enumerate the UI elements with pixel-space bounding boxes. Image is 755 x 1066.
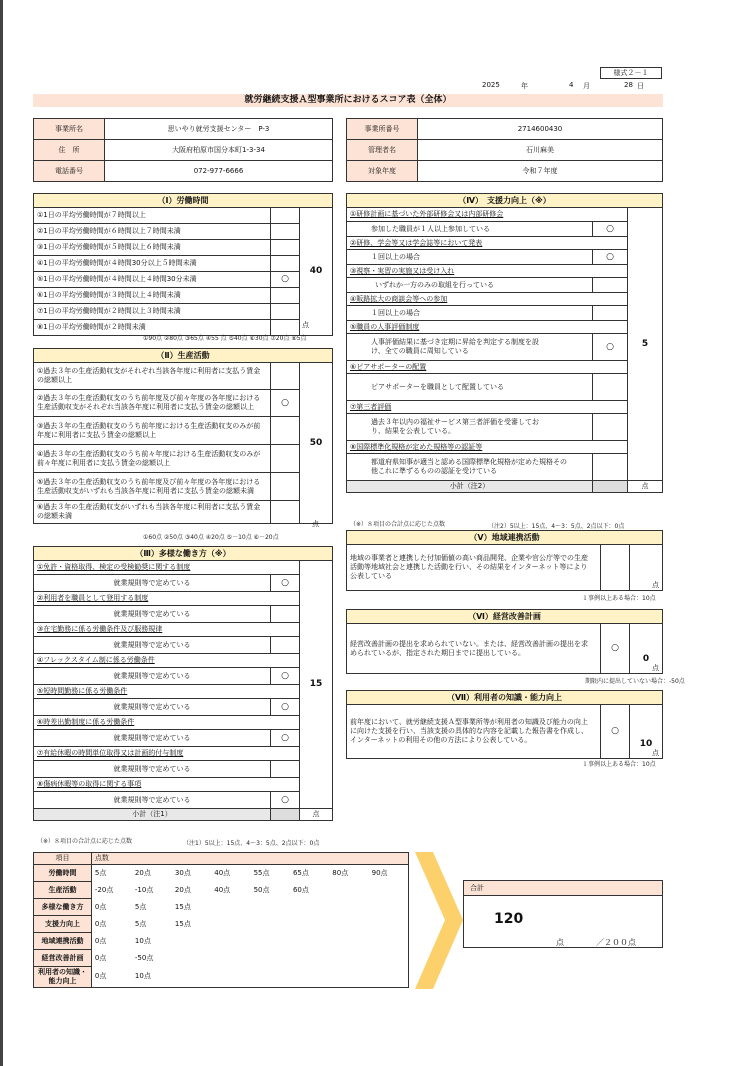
- office-no: 2714600430: [418, 119, 663, 140]
- support-item-6-head: ⑥ピアサポーターの配置: [347, 361, 628, 374]
- points-cell: 0点: [91, 916, 132, 933]
- production-score: 50: [309, 437, 323, 448]
- section-labor-hours-title: （Ⅰ）労働時間: [34, 194, 333, 208]
- points-row-label: 支援力向上: [34, 916, 92, 933]
- total-label: 合計: [464, 881, 662, 896]
- points-cell: 90点: [369, 865, 409, 882]
- total-unit: 点: [556, 938, 564, 947]
- support-item-5-head: ⑤職員の人事評価制度: [347, 321, 628, 334]
- work-item-6-head: ⑥時差出勤制度に係る労働条件: [34, 716, 300, 730]
- support-item-4-sub: １回以上の場合: [347, 306, 593, 321]
- work-item-7-head: ⑦有給休暇の時間単位取得又は計画的付与制度: [34, 747, 300, 761]
- support-item-2-head: ②研修、学会等又は学会誌等において発表: [347, 237, 628, 250]
- production-unit: 点: [312, 520, 319, 528]
- points-cell: 40点: [214, 885, 231, 894]
- points-cell: 60点: [292, 885, 309, 894]
- points-row-label: 生産活動: [34, 882, 92, 899]
- points-row: [34, 933, 409, 950]
- points-cell: 5点: [134, 902, 147, 911]
- section-work-styles: [33, 546, 333, 821]
- points-cell: [251, 933, 290, 950]
- points-cell: [329, 899, 368, 916]
- points-cell: 0点: [91, 967, 132, 988]
- work-item-5-mark: ○: [271, 699, 300, 716]
- points-cell: [290, 950, 329, 967]
- date-year-unit: 年: [521, 82, 528, 90]
- phone: 072-977-6666: [105, 161, 333, 182]
- points-cell: [329, 882, 368, 899]
- management-mark: ○: [601, 624, 630, 674]
- window-left-edge: [0, 0, 3, 1066]
- work-styles-score: 15: [309, 679, 323, 689]
- page-title: 就労継続支援Ａ型事業所におけるスコア表（全体）: [33, 94, 663, 107]
- production-row-3: ③過去３年の生産活動収支のうち前年度における生産活動収支のみが前年度に利用者に支払う賃金の総額以上: [34, 417, 271, 445]
- points-row-label: 利用者の知識・能力向上: [34, 967, 92, 988]
- points-cell: 5点: [91, 865, 132, 882]
- points-cell: [251, 916, 290, 933]
- production-row-2-mark: ○: [271, 390, 300, 417]
- office-no-label: 事業所番号: [347, 119, 418, 140]
- support-item-7-head: ⑦第三者評価: [347, 401, 628, 414]
- work-item-6-sub: 就業規則等で定めている: [34, 730, 271, 747]
- work-item-3-mark: [271, 637, 300, 654]
- points-cell: 40点: [214, 868, 231, 877]
- points-cell: [329, 916, 368, 933]
- support-item-1-head: ①研修計画に基づいた外部研修会又は内部研修会: [347, 208, 628, 222]
- section-labor-hours: [33, 193, 333, 336]
- support-item-5-mark: ○: [593, 334, 628, 361]
- points-header-score: 点数: [91, 853, 408, 865]
- date-year: 2025: [482, 81, 500, 89]
- points-cell: 0点: [91, 933, 132, 950]
- support-item-3-sub: いずれか一方のみの取組を行っている: [347, 278, 593, 293]
- support-item-6-sub: ピアサポーターを職員として配置している: [347, 374, 593, 401]
- points-cell: 10点: [134, 936, 151, 945]
- work-styles-note-b: （注1）5以上：15点、4～3：5点、2点以下：0点: [183, 840, 320, 847]
- points-cell: [329, 950, 368, 967]
- points-cell: 0点: [91, 899, 132, 916]
- points-row-label: 労働時間: [34, 865, 92, 882]
- points-cell: [369, 899, 409, 916]
- section-community-title: （Ⅴ）地域連携活動: [347, 531, 663, 545]
- production-row-1: ①過去３年の生産活動収支がそれぞれ当該各年度に利用者に支払う賃金の総額以上: [34, 363, 271, 390]
- support-score: 5: [641, 338, 649, 349]
- points-cell: [290, 967, 329, 988]
- community-mark: [601, 545, 630, 591]
- points-cell: [251, 967, 290, 988]
- office-name-label: 事業所名: [34, 119, 105, 140]
- production-row-4: ④過去３年の生産活動収支のうち前々年度における生産活動収支のみが前々年度に利用者に支払う賃金の総額以上: [34, 445, 271, 473]
- points-cell: [211, 950, 250, 967]
- work-item-8-mark: ○: [271, 792, 300, 809]
- address-label: 住 所: [34, 140, 105, 161]
- support-item-8-sub: 都道府県知事が適当と認める国際標準化規格が定めた規格その他これに準ずるものの認証を受けている: [347, 454, 593, 481]
- production-row-5: ⑤過去３年の生産活動収支のうち前年度及び前々年度の各年度における生産活動収支がいずれも当該各年度に利用者に支払う賃金の総額未満: [34, 473, 271, 501]
- management-note: 期限内に提出していない場合：-50点: [585, 678, 685, 685]
- points-header-item: 項目: [34, 853, 92, 865]
- community-text: 地域の事業者と連携した付加価値の高い商品開発、企業や官公庁等での生産活動等地域社会と連携した活動を行い、その結果をインターネット等により公表している: [347, 545, 601, 591]
- points-cell: 30点: [174, 868, 191, 877]
- points-cell: [290, 933, 329, 950]
- points-row: [34, 967, 409, 988]
- work-item-2-mark: [271, 606, 300, 623]
- work-item-6-mark: ○: [271, 730, 300, 747]
- points-cell: [251, 899, 290, 916]
- work-item-8-head: ⑧傷病休暇等の取得に関する事項: [34, 778, 300, 792]
- points-cell: 20点: [174, 885, 191, 894]
- points-cell: 0点: [91, 950, 132, 967]
- points-cell: [369, 882, 409, 899]
- labor-row-5: ⑤1日の平均労働時間が４時間以上４時間30分未満: [34, 272, 271, 288]
- work-item-1-sub: 就業規則等で定めている: [34, 575, 271, 592]
- points-cell: [172, 950, 211, 967]
- labor-row-5-mark: ○: [271, 272, 300, 288]
- points-cell: 20点: [134, 868, 151, 877]
- work-item-8-sub: 就業規則等で定めている: [34, 792, 271, 809]
- points-row: [34, 882, 409, 899]
- total-max: ／２００点: [596, 938, 636, 947]
- points-cell: [290, 899, 329, 916]
- production-row-2: ②過去３年の生産活動収支のうち前年度及び前々年度の各年度における生産活動収支がそれぞれ当該各年度に利用者に支払う賃金の総額以上: [34, 390, 271, 417]
- labor-row-7: ⑦1日の平均労働時間が２時間以上３時間未満: [34, 304, 271, 320]
- user-skills-note: １事例以上ある場合：10点: [582, 761, 656, 768]
- management-score: 0: [642, 654, 650, 664]
- support-item-3-head: ③視察・実習の実施又は受け入れ: [347, 265, 628, 278]
- work-item-4-sub: 就業規則等で定めている: [34, 668, 271, 685]
- points-cell: 5点: [134, 919, 147, 928]
- points-cell: [329, 967, 368, 988]
- points-cell: -20点: [91, 882, 132, 899]
- labor-score: 40: [309, 266, 323, 276]
- points-cell: 10点: [132, 967, 172, 988]
- support-subtotal: 小計（注2）: [347, 481, 593, 493]
- points-cell: 50点: [253, 885, 270, 894]
- support-item-1-mark: ○: [593, 222, 628, 237]
- section-user-skills: [346, 690, 663, 759]
- labor-row-8: ⑧1日の平均労働時間が２時間未満: [34, 320, 271, 336]
- total-box: [463, 880, 663, 948]
- labor-row-6: ⑥1日の平均労働時間が３時間以上４時間未満: [34, 288, 271, 304]
- points-cell: [290, 916, 329, 933]
- work-styles-note-a: （※）８項目の合計点に応じた点数: [37, 838, 133, 845]
- work-item-5-head: ⑤短時間勤務に係る労働条件: [34, 685, 300, 699]
- phone-label: 電話番号: [34, 161, 105, 182]
- points-cell: 15点: [174, 902, 191, 911]
- user-skills-mark: ○: [601, 705, 630, 759]
- section-user-skills-title: （Ⅶ）利用者の知識・能力向上: [347, 691, 663, 705]
- points-cell: -50点: [134, 953, 154, 962]
- points-cell: [172, 933, 211, 950]
- section-support-title: （Ⅳ） 支援力向上（※）: [347, 194, 663, 208]
- section-management-title: （Ⅵ）経営改善計画: [347, 610, 663, 624]
- target-year-label: 対象年度: [347, 161, 418, 182]
- office-info-right: [346, 118, 663, 182]
- arrow-right-icon: [415, 852, 463, 989]
- office-info-left: [33, 118, 333, 182]
- work-item-3-sub: 就業規則等で定めている: [34, 637, 271, 654]
- date-day: 28: [624, 81, 633, 89]
- labor-row-2: ②1日の平均労働時間が６時間以上７時間未満: [34, 224, 271, 240]
- support-item-8-mark: [593, 454, 628, 481]
- work-item-2-head: ②利用者を職員として登用する制度: [34, 592, 300, 606]
- points-cell: [251, 950, 290, 967]
- points-cell: [369, 933, 409, 950]
- management-unit: 点: [652, 664, 659, 672]
- points-cell: [211, 967, 250, 988]
- points-cell: [329, 933, 368, 950]
- work-styles-subtotal: 小計（注1）: [34, 809, 271, 821]
- support-item-7-mark: [593, 414, 628, 441]
- community-unit: 点: [652, 581, 659, 589]
- manager: 石川麻美: [418, 140, 663, 161]
- labor-row-4: ④1日の平均労働時間が４時間30分以上５時間未満: [34, 256, 271, 272]
- support-item-1-sub: 参加した職員が１人以上参加している: [347, 222, 593, 237]
- points-row: [34, 916, 409, 933]
- work-item-1-head: ①免許・資格取得、検定の受検勧奨に関する制度: [34, 561, 300, 575]
- points-row-label: 経営改善計画: [34, 950, 92, 967]
- labor-row-3: ③1日の平均労働時間が５時間以上６時間未満: [34, 240, 271, 256]
- points-row-label: 地域連携活動: [34, 933, 92, 950]
- support-item-6-mark: [593, 374, 628, 401]
- user-skills-unit: 点: [652, 749, 659, 757]
- points-cell: [172, 967, 211, 988]
- section-production: [33, 348, 333, 524]
- points-cell: 55点: [253, 868, 270, 877]
- points-cell: [369, 950, 409, 967]
- support-item-3-mark: [593, 278, 628, 293]
- production-row-6: ⑥過去３年の生産活動収支がいずれも当該各年度に利用者に支払う賃金の総額未満: [34, 501, 271, 524]
- work-item-2-sub: 就業規則等で定めている: [34, 606, 271, 623]
- date-month: 4: [569, 81, 574, 89]
- management-text: 経営改善計画の提出を求められていない。または、経営改善計画の提出を求められているが、指定された期日までに提出している。: [347, 624, 601, 674]
- user-skills-text: 前年度において、就労継続支援Ａ型事業所等が利用者の知識及び能力の向上に向けた支援を行い、当該支援の具体的な内容を記載した報告書を作成し、インターネットの利用その他の方法により公表している。: [347, 705, 601, 759]
- points-table: [33, 852, 409, 988]
- labor-legend: ①90点 ②80点 ③65点 ④55 点 ⑤40点 ⑥30点 ⑦20点 ⑧5点: [143, 335, 307, 342]
- manager-label: 管理者名: [347, 140, 418, 161]
- points-cell: [211, 916, 250, 933]
- support-item-5-sub: 人事評価結果に基づき定期に昇給を判定する制度を設け、全ての職員に周知している: [347, 334, 593, 361]
- section-production-title: （Ⅱ）生産活動: [34, 349, 333, 363]
- production-legend: ①60点 ②50点 ③40点 ④20点 ⑤－10点 ⑥－20点: [143, 534, 279, 541]
- points-cell: 15点: [174, 919, 191, 928]
- user-skills-score: 10: [639, 739, 653, 749]
- work-item-5-sub: 就業規則等で定めている: [34, 699, 271, 716]
- date-day-unit: 日: [637, 82, 644, 90]
- section-management: [346, 609, 663, 674]
- support-item-4-mark: [593, 306, 628, 321]
- support-item-4-head: ④販路拡大の商談会等への参加: [347, 293, 628, 306]
- target-year: 令和７年度: [418, 161, 663, 182]
- points-cell: 80点: [332, 868, 349, 877]
- support-note-b: （注2）5以上：15点、4～3：5点、2点以下：0点: [488, 523, 625, 530]
- work-item-1-mark: ○: [271, 575, 300, 592]
- work-item-4-head: ④フレックスタイム制に係る労働条件: [34, 654, 300, 668]
- community-note: １事例以上ある場合：10点: [582, 595, 656, 602]
- support-item-2-sub: １回以上の場合: [347, 250, 593, 265]
- support-note-a: （※）８項目の合計点に応じた点数: [350, 521, 446, 528]
- points-row: [34, 865, 409, 882]
- work-item-3-head: ③在宅勤務に係る労働条件及び服務規律: [34, 623, 300, 637]
- points-cell: [211, 899, 250, 916]
- points-cell: [369, 916, 409, 933]
- section-work-styles-title: （Ⅲ）多様な働き方（※）: [34, 547, 333, 561]
- work-styles-unit: 点: [300, 809, 333, 821]
- work-item-7-mark: [271, 761, 300, 778]
- date-month-unit: 月: [583, 82, 590, 90]
- points-cell: [211, 933, 250, 950]
- support-item-2-mark: ○: [593, 250, 628, 265]
- work-item-4-mark: ○: [271, 668, 300, 685]
- points-row: [34, 899, 409, 916]
- points-cell: [369, 967, 409, 988]
- support-item-7-sub: 過去３年以内の福祉サービス第三者評価を受審しており、結果を公表している。: [347, 414, 593, 441]
- office-name: 思いやり就労支援センター P-3: [105, 119, 333, 140]
- address: 大阪府柏原市国分本町1-3-34: [105, 140, 333, 161]
- points-row: [34, 950, 409, 967]
- section-community: [346, 530, 663, 591]
- points-cell: 65点: [292, 868, 309, 877]
- section-support: [346, 193, 663, 493]
- work-item-7-sub: 就業規則等で定めている: [34, 761, 271, 778]
- points-row-label: 多様な働き方: [34, 899, 92, 916]
- support-unit: 点: [628, 481, 663, 493]
- labor-unit: 点: [302, 321, 309, 329]
- form-number: 様式２－１: [600, 67, 662, 79]
- total-value: 120: [494, 911, 524, 927]
- support-item-8-head: ⑧国際標準化規格が定めた規格等の認証等: [347, 441, 628, 454]
- points-cell: -10点: [134, 885, 154, 894]
- labor-row-1: ①1日の平均労働時間が７時間以上: [34, 208, 271, 224]
